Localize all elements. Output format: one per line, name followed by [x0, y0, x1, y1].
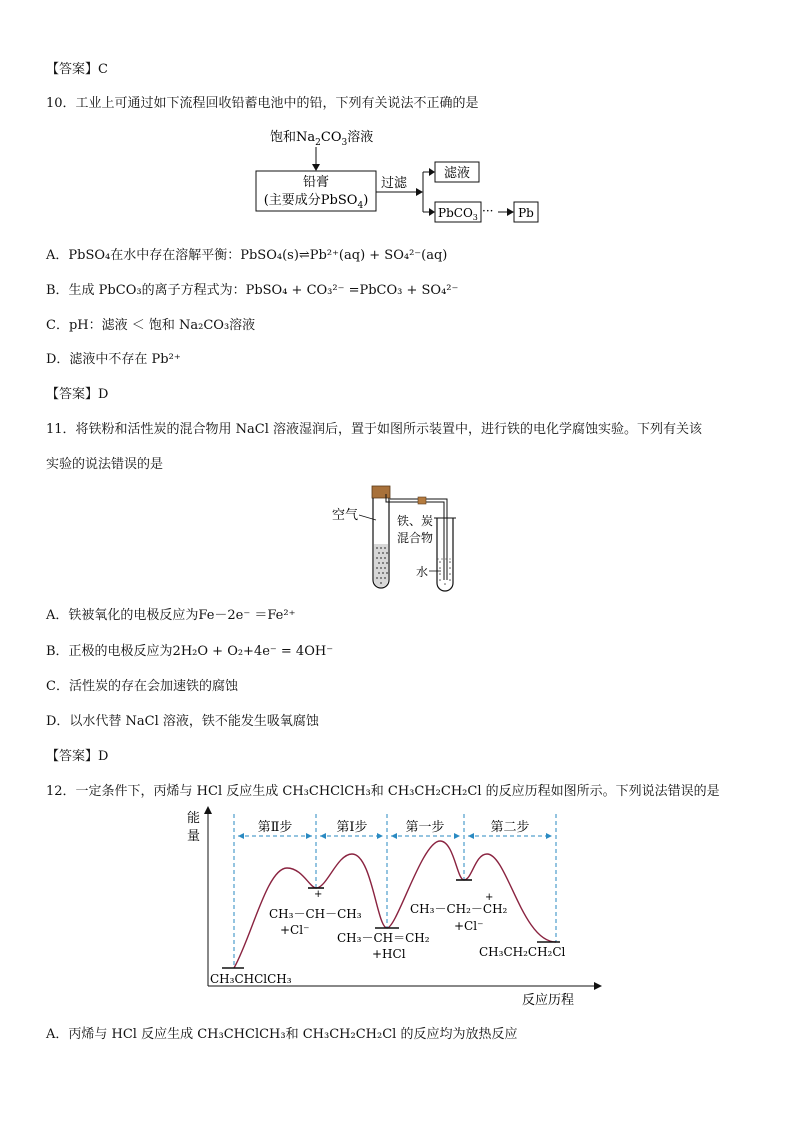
pb-label: Pb	[518, 206, 534, 220]
q12-stem: 12．一定条件下，丙烯与 HCl 反应生成 CH₃CHClCH₃和 CH₃CH₂CH₂Cl 的反应历程如图所示。下列说法错误的是	[46, 784, 720, 799]
y-axis-label-2: 量	[187, 829, 201, 844]
cation-plus-right: +	[485, 892, 494, 903]
filtrate-label: 滤液	[443, 166, 471, 181]
stopper	[372, 486, 390, 498]
species-left-intermediate: CH₃－CH－CH₃	[269, 907, 362, 921]
step-label-i: 第Ⅰ步	[336, 820, 368, 835]
species-left-chloride: +Cl⁻	[280, 923, 310, 937]
mixture-label-1: 铁、炭	[397, 514, 434, 528]
q12-energy-profile	[182, 806, 612, 1012]
water-label: 水	[416, 565, 429, 579]
q10-option-a: A．PbSO₄在水中存在溶解平衡：PbSO₄(s)⇌Pb²⁺(aq) + SO₄²⁻(aq)	[46, 248, 448, 263]
arrow-down-icon	[312, 164, 320, 171]
dots: ···	[482, 204, 494, 218]
q10-stem: 10．工业上可通过如下流程回收铅蓄电池中的铅，下列有关说法不正确的是	[46, 96, 479, 111]
answer-label-q9: 【答案】C	[46, 62, 108, 77]
q11-option-c: C．活性炭的存在会加速铁的腐蚀	[46, 679, 238, 694]
y-axis-label-1: 能	[187, 811, 201, 826]
lead-paste-component: (主要成分PbSO$_4$)	[263, 193, 369, 211]
x-axis-label: 反应历程	[522, 993, 575, 1008]
species-right-product: CH₃CH₂CH₂Cl	[479, 945, 566, 959]
species-reactant-hcl: +HCl	[372, 947, 406, 961]
lead-paste-label: 铅膏	[302, 175, 330, 190]
mixture-label-2: 混合物	[397, 531, 434, 545]
species-right-intermediate: CH₃－CH₂－CH₂	[410, 902, 508, 916]
q11-answer: 【答案】D	[46, 749, 109, 764]
air-label: 空气	[332, 508, 359, 523]
q11-option-d: D．以水代替 NaCl 溶液，铁不能发生吸氧腐蚀	[46, 714, 319, 729]
filter-label: 过滤	[381, 176, 408, 191]
species-reactant-propene: CH₃－CH＝CH₂	[337, 931, 430, 945]
step-label-second: 第二步	[490, 820, 530, 835]
reagent-label: 饱和$Na_2CO_3$溶液	[270, 130, 374, 148]
q12-option-a: A．丙烯与 HCl 反应生成 CH₃CHClCH₃和 CH₃CH₂CH₂Cl 的反应均为放热反应	[46, 1027, 518, 1042]
pbco3-label: PbCO$_3$	[438, 206, 478, 222]
arrow-right-icon	[429, 168, 435, 176]
clamp	[418, 497, 426, 504]
q10-option-b: B．生成 PbCO₃的离子方程式为：PbSO₄ + CO₃²⁻ =PbCO₃ + SO₄²⁻	[46, 283, 459, 298]
q10-answer: 【答案】D	[46, 387, 109, 402]
arrow-right-icon	[507, 208, 514, 216]
q10-flowchart	[240, 122, 550, 228]
arrow-right-icon	[429, 208, 435, 216]
species-left-product: CH₃CHClCH₃	[210, 972, 292, 986]
species-right-chloride: +Cl⁻	[454, 919, 484, 933]
q11-apparatus	[326, 480, 476, 596]
arrow-right-icon	[416, 188, 423, 196]
step-label-first: 第一步	[405, 820, 445, 835]
step-label-ii: 第Ⅱ步	[257, 820, 293, 835]
cation-plus-left: +	[314, 889, 323, 900]
q10-option-d: D．滤液中不存在 Pb²⁺	[46, 352, 181, 367]
q11-option-a: A．铁被氧化的电极反应为Fe－2e⁻ ＝Fe²⁺	[46, 608, 296, 623]
q10-option-c: C．pH：滤液 ＜ 饱和 Na₂CO₃溶液	[46, 318, 256, 333]
q11-stem-line1: 11．将铁粉和活性炭的混合物用 NaCl 溶液湿润后，置于如图所示装置中，进行铁的电化学腐蚀实验。下列有关该	[46, 422, 703, 437]
q11-option-b: B．正极的电极反应为2H₂O + O₂+4e⁻ = 4OH⁻	[46, 644, 334, 659]
q11-stem-line2: 实验的说法错误的是	[46, 457, 164, 472]
